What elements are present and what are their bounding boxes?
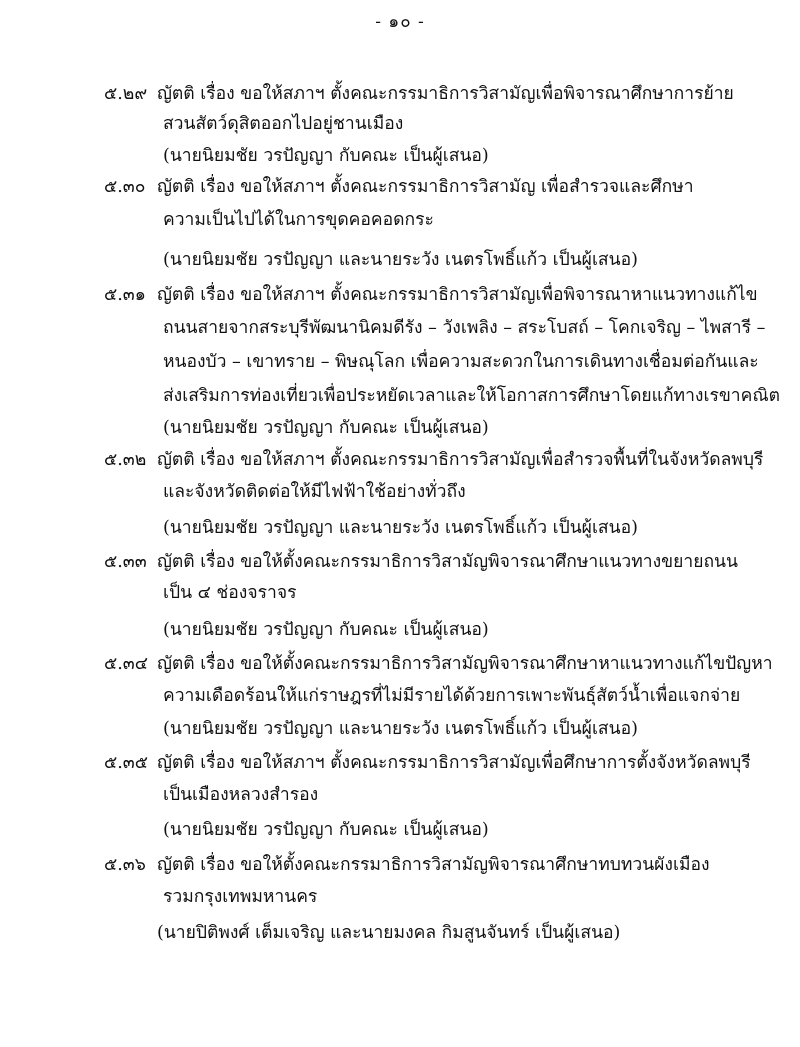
item-proposer: (นายนิยมชัย วรปัญญา กับคณะ เป็นผู้เสนอ) [163, 620, 489, 640]
item-title-line: หนองบัว – เขาทราย – พิษณุโลก เพื่อความสะดวกในการเดินทางเชื่อมต่อกันและ [163, 352, 759, 372]
item-title-line: ญัตติ เรื่อง ขอให้สภาฯ ตั้งคณะกรรมาธิการวิสามัญเพื่อสำรวจพื้นที่ในจังหวัดลพบุรี [157, 450, 764, 470]
item-title-line: และจังหวัดติดต่อให้มีไฟฟ้าใช้อย่างทั่วถึง [163, 482, 466, 502]
item-number: ๕.๓๕ [104, 753, 149, 773]
page-number: - ๑๐ - [375, 12, 425, 32]
item-title-line: ญัตติ เรื่อง ขอให้สภาฯ ตั้งคณะกรรมาธิการวิสามัญเพื่อศึกษาการตั้งจังหวัดลพบุรี [157, 753, 751, 773]
item-proposer: (นายนิยมชัย วรปัญญา และนายระวัง เนตรโพธิ์แก้ว เป็นผู้เสนอ) [163, 719, 638, 739]
item-title-line: เป็น ๔ ช่องจราจร [163, 583, 297, 603]
item-title-line: ญัตติ เรื่อง ขอให้สภาฯ ตั้งคณะกรรมาธิการวิสามัญเพื่อพิจารณาศึกษาการย้าย [157, 84, 734, 104]
item-title-line: ถนนสายจากสระบุรีพัฒนานิคมดีรัง – วังเพลิง – สระโบสถ์ – โคกเจริญ – ไพสารี – [163, 318, 766, 338]
item-proposer: (นายนิยมชัย วรปัญญา และนายระวัง เนตรโพธิ์แก้ว เป็นผู้เสนอ) [163, 250, 638, 270]
item-title-line: ความเดือดร้อนให้แก่ราษฎรที่ไม่มีรายได้ด้วยการเพาะพันธุ์สัตว์น้ำเพื่อแจกจ่าย [163, 686, 741, 706]
item-title-line: รวมกรุงเทพมหานคร [163, 887, 318, 907]
item-title-line: ญัตติ เรื่อง ขอให้ตั้งคณะกรรมาธิการวิสามัญพิจารณาศึกษาแนวทางขยายถนน [157, 552, 738, 572]
item-title-line: ญัตติ เรื่อง ขอให้สภาฯ ตั้งคณะกรรมาธิการวิสามัญ เพื่อสำรวจและศึกษา [157, 177, 694, 197]
item-proposer: (นายนิยมชัย วรปัญญา กับคณะ เป็นผู้เสนอ) [163, 146, 489, 166]
item-title-line: สวนสัตว์ดุสิตออกไปอยู่ชานเมือง [163, 114, 404, 134]
item-title-line: ญัตติ เรื่อง ขอให้สภาฯ ตั้งคณะกรรมาธิการวิสามัญเพื่อพิจารณาหาแนวทางแก้ไข [157, 285, 758, 305]
item-number: ๕.๓๔ [104, 654, 149, 674]
item-proposer: (นายนิยมชัย วรปัญญา กับคณะ เป็นผู้เสนอ) [163, 820, 489, 840]
item-title-line: ญัตติ เรื่อง ขอให้ตั้งคณะกรรมาธิการวิสามัญพิจารณาศึกษาหาแนวทางแก้ไขปัญหา [157, 654, 773, 674]
item-number: ๕.๓๓ [104, 552, 147, 572]
item-number: ๕.๒๙ [104, 84, 148, 104]
item-proposer: (นายนิยมชัย วรปัญญา กับคณะ เป็นผู้เสนอ) [163, 418, 489, 438]
item-title-line: เป็นเมืองหลวงสำรอง [163, 785, 319, 805]
item-title-line: ความเป็นไปได้ในการขุดคอคอดกระ [163, 210, 434, 230]
item-number: ๕.๓๒ [104, 450, 147, 470]
item-proposer: (นายนิยมชัย วรปัญญา และนายระวัง เนตรโพธิ์แก้ว เป็นผู้เสนอ) [163, 518, 638, 538]
item-number: ๕.๓๑ [104, 285, 146, 305]
item-title-line: ส่งเสริมการท่องเที่ยวเพื่อประหยัดเวลาและให้โอกาสการศึกษาโดยแก้ทางเรขาคณิต [163, 386, 780, 406]
item-number: ๕.๓๐ [104, 177, 146, 197]
item-number: ๕.๓๖ [104, 855, 146, 875]
item-title-line: ญัตติ เรื่อง ขอให้ตั้งคณะกรรมาธิการวิสามัญพิจารณาศึกษาทบทวนผังเมือง [157, 855, 710, 875]
item-proposer: (นายปิติพงศ์ เต็มเจริญ และนายมงคล กิมสูนจันทร์ เป็นผู้เสนอ) [157, 923, 621, 943]
